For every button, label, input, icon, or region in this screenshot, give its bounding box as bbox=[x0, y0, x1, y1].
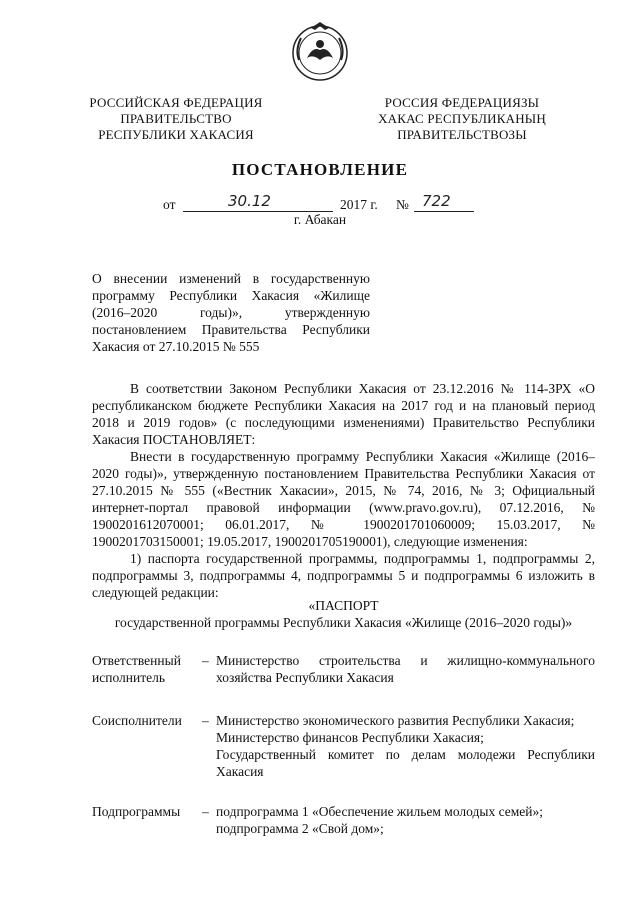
passport-title: «ПАСПОРТ bbox=[308, 598, 379, 613]
passport-value-line: подпрограмма 1 «Обеспечение жильем молодых семей»; bbox=[216, 804, 543, 819]
passport-subtitle: государственной программы Республики Хакасия «Жилище (2016–2020 годы)» bbox=[114, 615, 573, 630]
passport-value-line: Министерство экономического развития Республики Хакасия; bbox=[216, 713, 575, 728]
passport-row-dash: – bbox=[202, 653, 209, 668]
document-body bbox=[92, 380, 595, 601]
body-paragraph-1: В соответствии Законом Республики Хакасия от 23.12.2016 № 114-ЗРХ «О республиканском бюджете Республики Хакасия на 2017 год и на плановый период 2018 и 2019 годов» (с последующими изменениями) Правительство Республики Хакасия ПОСТАНОВЛЯЕТ: bbox=[92, 381, 595, 447]
date-year: 2017 г. bbox=[340, 197, 378, 212]
handwritten-number: 722 bbox=[422, 192, 451, 210]
passport-row-value bbox=[216, 803, 595, 837]
coat-of-arms-emblem bbox=[289, 20, 351, 82]
passport-row-dash: – bbox=[202, 804, 209, 819]
passport-value-line: Министерство строительства и жилищно-коммунального хозяйства Республики Хакасия bbox=[216, 653, 595, 685]
header-right bbox=[362, 95, 562, 143]
passport-row-value bbox=[216, 652, 595, 686]
passport-row-label: Ответственный исполнитель bbox=[92, 653, 181, 685]
passport-row-label: Подпрограммы bbox=[92, 804, 181, 819]
handwritten-date: 30.12 bbox=[228, 192, 271, 210]
number-sign: № bbox=[396, 197, 409, 212]
header-left-line-3: РЕСПУБЛИКИ ХАКАСИЯ bbox=[98, 127, 254, 142]
header-left bbox=[66, 95, 286, 143]
date-prefix: от bbox=[163, 197, 176, 212]
body-paragraph-2: Внести в государственную программу Республики Хакасия «Жилище (2016–2020 годы)», утвержденную постановлением Правительства Республики Хакасия от 27.10.2015 № 555 («Вестник Хакасии», 2015, № 74, 2016, № 3; Официальный интернет-портал правовой информации (www.pravo.gov.ru), 07.12.2016, № 1900201612070001; 06.01.2017, № 1900201701060009; 15.03.2017, № 1900201703150001; 19.05.2017, 1900201705190001), следующие изменения: bbox=[92, 449, 595, 549]
header-left-line-2: ПРАВИТЕЛЬСТВО bbox=[120, 111, 232, 126]
document-subject: О внесении изменений в государственную программу Республики Хакасия «Жилище (2016–2020 годы)», утвержденную постановлением Правительства Республики Хакасия от 27.10.2015 № 555 bbox=[92, 271, 370, 354]
passport-value-line: подпрограмма 2 «Свой дом»; bbox=[216, 821, 384, 836]
header-right-line-2: ХАКАС РЕСПУБЛИКАНЫҢ bbox=[378, 111, 546, 126]
body-paragraph-3: 1) паспорта государственной программы, подпрограммы 1, подпрограммы 2, подпрограммы 3, подпрограммы 4, подпрограммы 5 и подпрограммы 6 изложить в следующей редакции: bbox=[92, 551, 595, 600]
document-title: ПОСТАНОВЛЕНИЕ bbox=[231, 160, 409, 179]
passport-row-label: Соисполнители bbox=[92, 713, 182, 728]
passport-value-line: Министерство финансов Республики Хакасия; bbox=[216, 730, 484, 745]
header-left-line-1: РОССИЙСКАЯ ФЕДЕРАЦИЯ bbox=[89, 95, 263, 110]
passport-row-value bbox=[216, 712, 595, 780]
passport-row-dash: – bbox=[202, 713, 209, 728]
document-city: г. Абакан bbox=[293, 212, 347, 227]
header-right-line-3: ПРАВИТЕЛЬСТВОЗЫ bbox=[397, 127, 527, 142]
passport-value-line: Государственный комитет по делам молодежи Республики Хакасия bbox=[216, 747, 595, 779]
header-right-line-1: РОССИЯ ФЕДЕРАЦИЯЗЫ bbox=[384, 95, 540, 110]
